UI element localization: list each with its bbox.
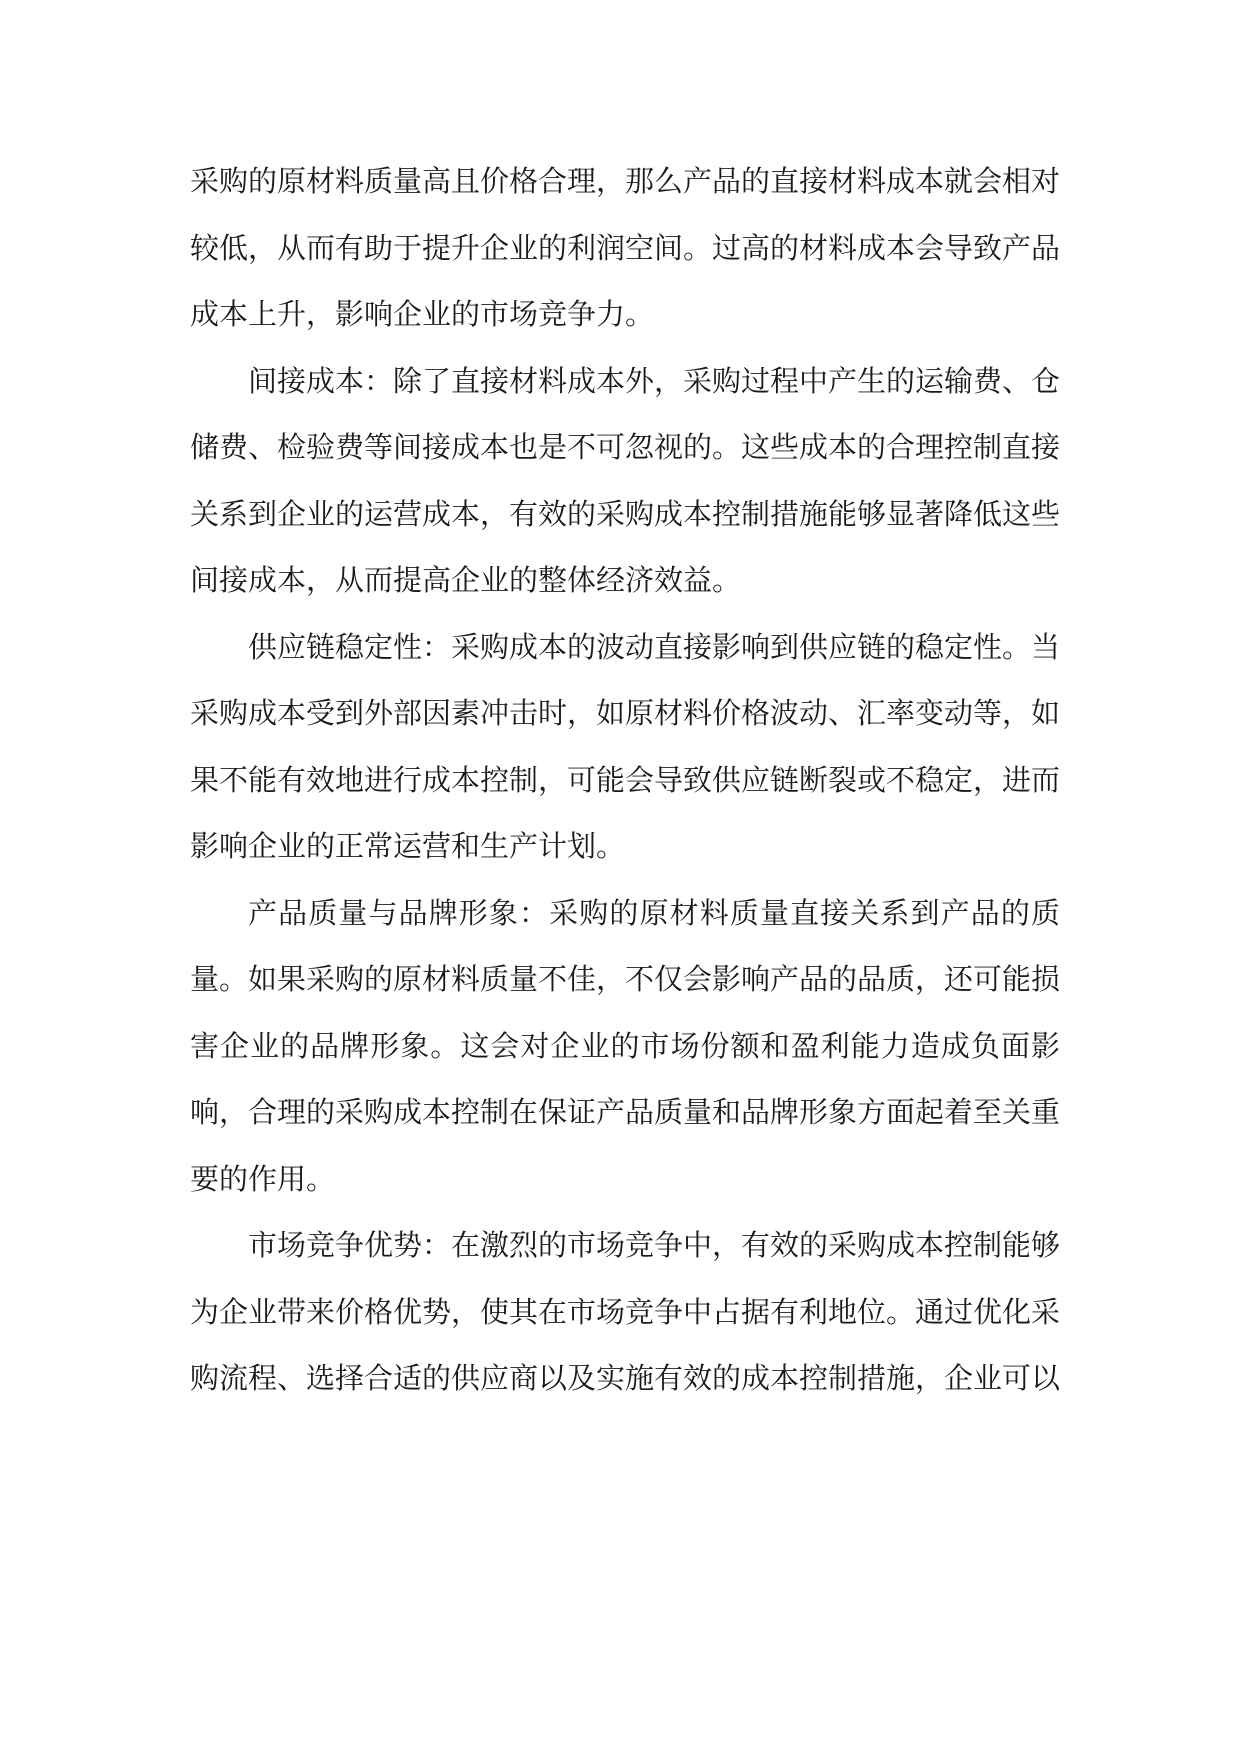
- paragraph-3: 供应链稳定性：采购成本的波动直接影响到供应链的稳定性。当采购成本受到外部因素冲击时，如原材料价格波动、汇率变动等，如果不能有效地进行成本控制，可能会导致供应链断裂或不稳定，进而影响企业的正常运营和生产计划。: [190, 629, 1061, 863]
- paragraph-4: 产品质量与品牌形象：采购的原材料质量直接关系到产品的质量。如果采购的原材料质量不佳，不仅会影响产品的品质，还可能损害企业的品牌形象。这会对企业的市场份额和盈利能力造成负面影响，合理的采购成本控制在保证产品质量和品牌形象方面起着至关重要的作用。: [190, 895, 1061, 1196]
- paragraph-1: 采购的原材料质量高且价格合理，那么产品的直接材料成本就会相对较低，从而有助于提升企业的利润空间。过高的材料成本会导致产品成本上升，影响企业的市场竞争力。: [190, 164, 1061, 331]
- document-body: [190, 148, 1060, 1412]
- paragraph-2: 间接成本：除了直接材料成本外，采购过程中产生的运输费、仓储费、检验费等间接成本也是不可忽视的。这些成本的合理控制直接关系到企业的运营成本，有效的采购成本控制措施能够显著降低这些间接成本，从而提高企业的整体经济效益。: [190, 363, 1061, 597]
- paragraph-5: 市场竞争优势：在激烈的市场竞争中，有效的采购成本控制能够为企业带来价格优势，使其在市场竞争中占据有利地位。通过优化采购流程、选择合适的供应商以及实施有效的成本控制措施，企业可以: [190, 1228, 1061, 1395]
